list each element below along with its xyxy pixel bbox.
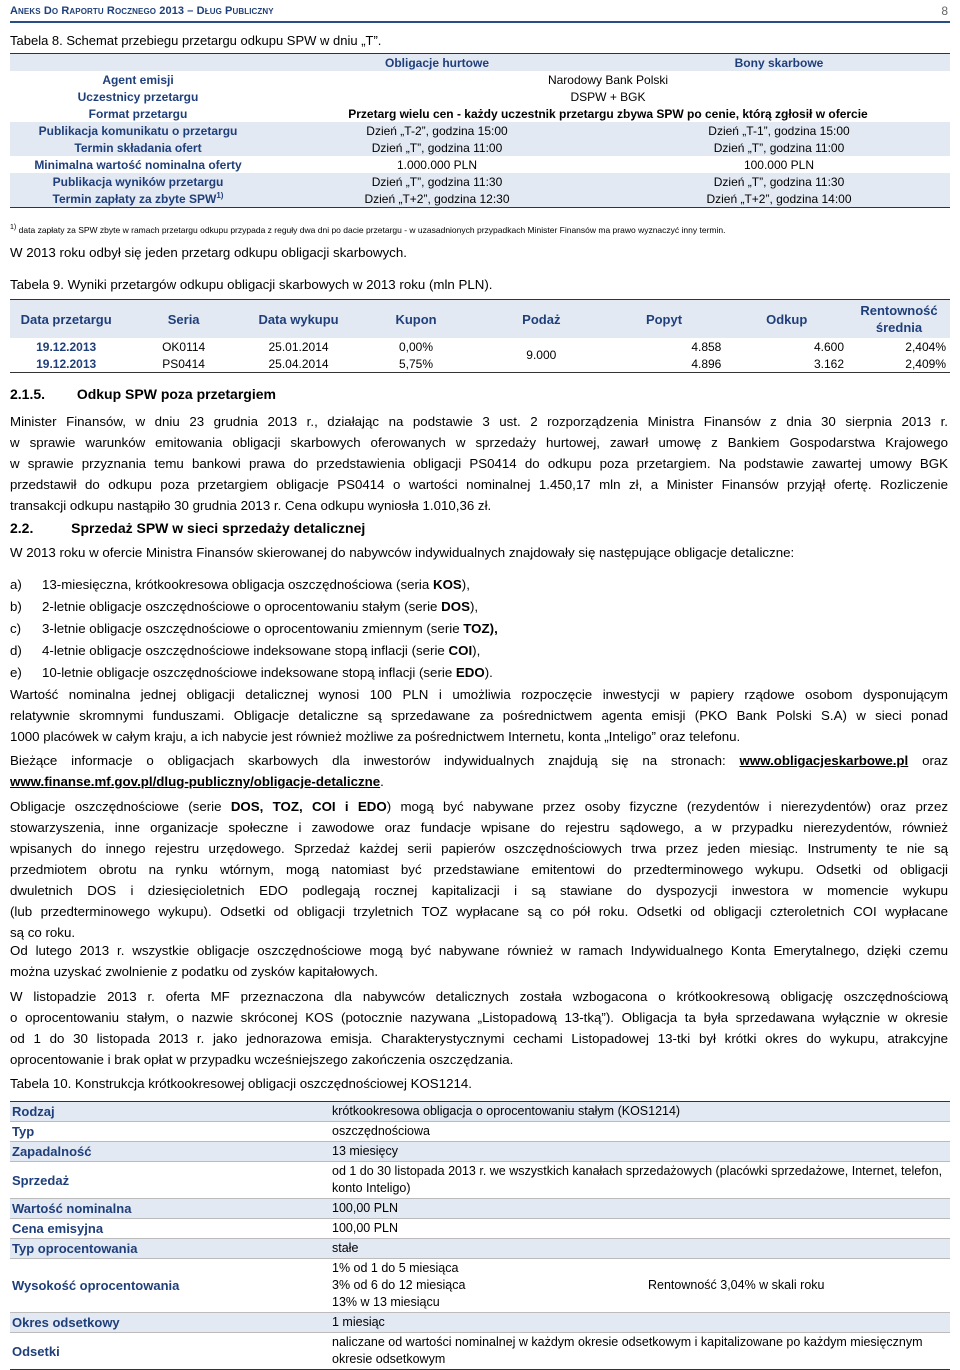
- retail-bonds-list: [10, 574, 498, 684]
- paragraph-info-links: Bieżące informacje o obligacjach skarbowych dla inwestorów indywidualnych znajdują się na stronach: www.obligacjeskarbowe.pl oraz www.finanse.mf.gov.pl/dlug-publiczny/obligacje-detaliczne.: [10, 753, 948, 789]
- table-row: Sprzedaż od 1 do 30 listopada 2013 r. we wszystkich kanałach sprzedażowych (placówki sprzedażowe, Internet, telefon, konto Inteligo): [10, 1162, 950, 1199]
- table-row: 19.12.2013 PS0414 25.04.2014 5,75% 4.896 3.162 2,409%: [10, 355, 950, 373]
- table9-caption: Tabela 9. Wyniki przetargów odkupu obligacji skarbowych w 2013 roku (mln PLN).: [10, 277, 493, 292]
- table8-col-header-bills: Bony skarbowe: [608, 54, 950, 72]
- table-row: Okres odsetkowy 1 miesiąc: [10, 1313, 950, 1333]
- page-number: 8: [941, 4, 948, 18]
- paragraph-nominal-value: Wartość nominalna jednej obligacji detalicznej wynosi 100 PLN i umożliwia rozpoczęcie inwestycji w papiery rządowe osobom dysponującym relatywnie skromnymi funduszami. Obligacje detaliczne są sprzedawane za pośrednictwem agenta emisji (PKO Bank Polski S.A) w sieci ponad 1000 placówek w całym kraju, a ich nabycie jest również możliwe za pośrednictwem Internetu, konta „Inteligo” oraz telefonu.: [10, 687, 948, 744]
- table-row: Rodzaj krótkookresowa obligacja o oprocentowaniu stałym (KOS1214): [10, 1102, 950, 1122]
- paragraph-retail-intro: W 2013 roku w ofercie Ministra Finansów skierowanej do nabywców indywidualnych znajdowały się następujące obligacje detaliczne:: [10, 545, 795, 560]
- list-item: d) 4-letnie obligacje oszczędnościowe indeksowane stopą inflacji (serie COI),: [10, 643, 481, 658]
- table-row: Cena emisyjna 100,00 PLN: [10, 1219, 950, 1239]
- link-obligacjeskarbowe[interactable]: www.obligacjeskarbowe.pl: [739, 753, 909, 768]
- link-finanse-mf[interactable]: www.finanse.mf.gov.pl/dlug-publiczny/obligacje-detaliczne: [10, 774, 381, 789]
- list-item: c) 3-letnie obligacje oszczędnościowe o oprocentowaniu zmiennym (serie TOZ),: [10, 621, 498, 636]
- paragraph-savings-bonds: Obligacje oszczędnościowe (serie DOS, TOZ, COI i EDO) mogą być nabywane przez osoby fizyczne (rezydentów i nierezydentów) oraz przez stowarzyszenia, inne organizacje społeczne i zawodowe oraz fundacje wpisane do rejestru sądowego, a w przypadku nierezydentów, również wpisanych do innego rejestru urzędowego. Sprzedaż każdej serii papierów oszczędnościowych trwa przez jeden miesiąc. Instrumenty te nie są przedmiotem obrotu na rynku wtórnym, mogą natomiast być przedstawiane emitentowi do przedterminowego wykupu. Odsetki od obligacji dwuletnich DOS i dziesięcioletnich EDO podlegają rocznej kapitalizacji i są stawiane do dyspozycji inwestora w momencie wykupu (lub przedterminowego wykupu). Odsetki od obligacji trzyletnich TOZ wypłacane są co pół roku. Odsetki od obligacji czteroletnich COI wypłacane są co roku.: [10, 799, 948, 940]
- section-heading-22: 2.2. Sprzedaż SPW w sieci sprzedaży detalicznej: [10, 520, 366, 536]
- table8-footnote: $^{1)}$ data zapłaty za SPW zbyte w ramach przetargu odkupu przypada z reguły dwa dni po dacie przetargu - w uzasadnionych przypadkach Minister Finansów ma prawo wyznaczyć inny termin.: [10, 223, 726, 235]
- table-row: Wartość nominalna 100,00 PLN: [10, 1199, 950, 1219]
- paragraph-kos: W listopadzie 2013 r. oferta MF przeznaczona dla nabywców detalicznych została wzbogacona o krótkookresową obligację oszczędnościową o oprocentowaniu stałym, o nazwie skróconej KOS (potocznie nazywana „Listopadową 13-tką”). Obligacja ta była sprzedawana wyłącznie w okresie od 1 do 30 listopada 2013 r. jako jednorazowa emisja. Charakterystycznymi cechami Listopadowej 13-tki był krótki okres do wykupu, atrakcyjne oprocentowanie i brak opłat w przypadku wcześniejszego zakończenia oszczędzania.: [10, 989, 948, 1067]
- table8-row: Publikacja komunikatu o przetargu Dzień „T-2”, godzina 15:00 Dzień „T-1”, godzina 15:00: [10, 122, 950, 139]
- table10: [10, 1101, 950, 1370]
- table-row: Odsetki naliczane od wartości nominalnej w każdym okresie odsetkowym i kapitalizowane po każdym miesięcznym okresie odsetkowym: [10, 1333, 950, 1370]
- list-item: a) 13-miesięczna, krótkookresowa obligacja oszczędnościowa (seria KOS),: [10, 577, 470, 592]
- table-row: 19.12.2013 OK0114 25.01.2014 0,00% 9.000 4.858 4.600 2,404%: [10, 338, 950, 355]
- table8-row: Termin zapłaty za zbyte SPW$^{1)}$ Dzień „T+2”, godzina 12:30 Dzień „T+2”, godzina 14:00: [10, 190, 950, 208]
- table8-caption: Tabela 8. Schemat przebiegu przetargu odkupu SPW w dniu „T”.: [10, 33, 382, 48]
- buyback-sentence: W 2013 roku odbył się jeden przetarg odkupu obligacji skarbowych.: [10, 245, 407, 260]
- section-heading-215: 2.1.5. Odkup SPW poza przetargiem: [10, 386, 276, 402]
- table8: [10, 53, 950, 208]
- running-header-title: Aneks Do Raportu Rocznego 2013 – Dług Publiczny: [10, 5, 274, 17]
- table8-row: Agent emisji Narodowy Bank Polski: [102, 72, 669, 87]
- table10-caption: Tabela 10. Konstrukcja krótkookresowej obligacji oszczędnościowej KOS1214.: [10, 1076, 472, 1091]
- table9: Data przetargu Seria Data wykupu Kupon Podaż Popyt Odkup Rentowność średnia 19.12.2013 OK0114 25.01.2014 0,00% 9.000 4.858 4.600 2,404% 19.12.2013 PS0414 25.04.2014 5,75% 4.896 3.162 2,409%: [10, 299, 950, 373]
- table-row: Typ oszczędnościowa: [10, 1122, 950, 1142]
- supply-cell: 9.000: [480, 338, 603, 373]
- table8-row: Termin składania ofert Dzień „T”, godzina 11:00 Dzień „T”, godzina 11:00: [10, 139, 950, 156]
- table8-col-header-bonds: Obligacje hurtowe: [266, 54, 608, 72]
- table8-row: Uczestnicy przetargu DSPW + BGK: [77, 89, 646, 104]
- table-row: Zapadalność 13 miesięcy: [10, 1142, 950, 1162]
- table8-row: Minimalna wartość nominalna oferty 1.000.000 PLN 100.000 PLN: [34, 157, 815, 172]
- table-row: Wysokość oprocentowania 1% od 1 do 5 miesiąca 3% od 6 do 12 miesiąca 13% w 13 miesiącu Rentowność 3,04% w skali roku: [10, 1259, 950, 1313]
- table8-row: Format przetargu Przetarg wielu cen - każdy uczestnik przetargu zbywa SPW po cenie, którą zgłosił w ofercie: [88, 106, 868, 121]
- table-row: Typ oprocentowania stałe: [10, 1239, 950, 1259]
- paragraph-ike: Od lutego 2013 r. wszystkie obligacje oszczędnościowe mogą być nabywane również w ramach Indywidualnego Konta Emerytalnego, dzięki czemu można uzyskać zwolnienie z podatku od zysków kapitałowych.: [10, 943, 948, 979]
- table8-row: Publikacja wyników przetargu Dzień „T”, godzina 11:30 Dzień „T”, godzina 11:30: [10, 173, 950, 190]
- list-item: b) 2-letnie obligacje oszczędnościowe o oprocentowaniu stałym (serie DOS),: [10, 599, 479, 614]
- list-item: e) 10-letnie obligacje oszczędnościowe indeksowane stopą inflacji (serie EDO).: [10, 665, 493, 680]
- paragraph-buyback: Minister Finansów, w dniu 23 grudnia 2013 r., działając na podstawie 3 ust. 2 rozporządzenia Ministra Finansów z dnia 30 sierpnia 2013 r. w sprawie warunków emitowania obligacji skarbowych oferowanych w sprzedaży hurtowej, zawarł umowę z Bankiem Gospodarstwa Krajowego w sprawie przyznania temu bankowi prawa do przedstawienia obligacji PS0414 do odkupu poza przetargiem. Na podstawie zawartej umowy BGK przedstawił do odkupu poza przetargiem obligacje PS0414 o wartości nominalnej 1.450,17 mln zł, a Minister Finansów przyjął ofertę. Rozliczenie transakcji odkupu nastąpiło 30 grudnia 2013 r. Cena odkupu wyniosła 1.010,36 zł.: [10, 414, 948, 513]
- running-header: [10, 3, 950, 23]
